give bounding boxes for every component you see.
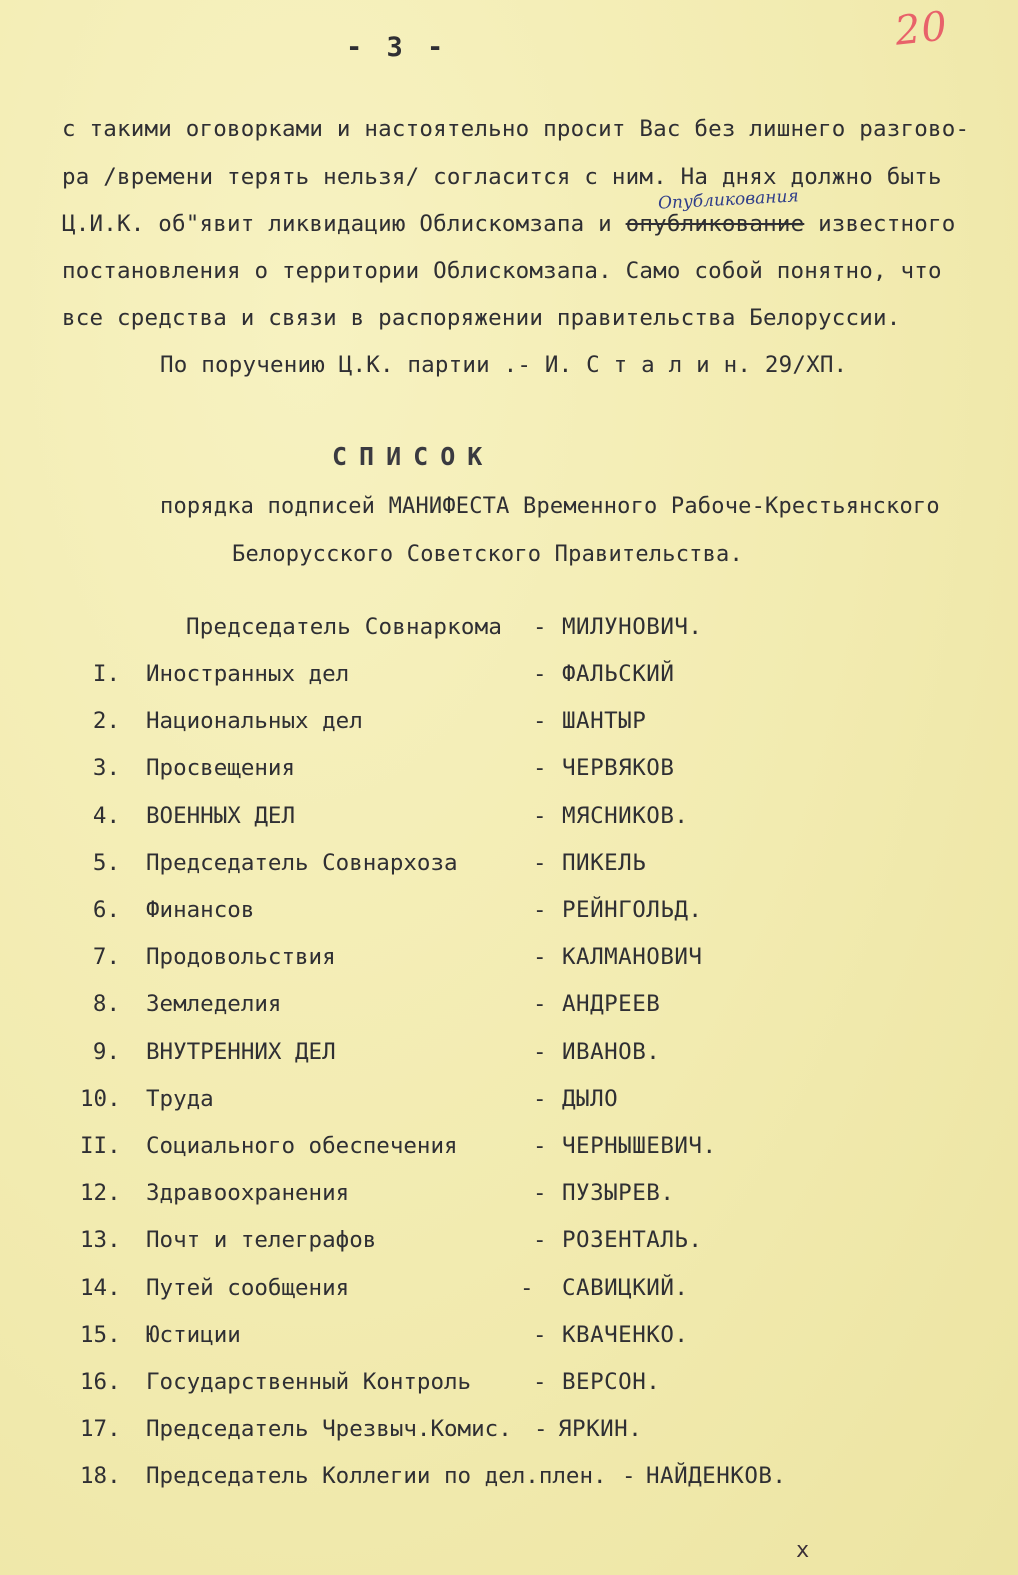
signatory-name: ЧЕРНЫШЕВИЧ.	[562, 1133, 717, 1159]
signatory-name: МЯСНИКОВ.	[562, 802, 689, 829]
signatory-number: 14.	[80, 1274, 121, 1301]
signatory-name: ФАЛЬСКИЙ	[562, 661, 675, 687]
signatory-number: 8.	[92, 991, 120, 1018]
signatory-ministry: Председатель Чрезвыч.Комис.	[146, 1416, 512, 1443]
handwritten-correction: Опубликования	[657, 186, 800, 214]
signatory-number: II.	[80, 1133, 121, 1159]
signatory-dash: -	[533, 661, 547, 687]
signature-line: По поручению Ц.К. партии .- И. С т а л и н. 29/XП.	[160, 352, 848, 378]
signatory-name: КАЛМАНОВИЧ	[562, 944, 703, 971]
signatory-ministry: Председатель Совнархоза	[146, 849, 458, 876]
signatory-ministry: Национальных дел	[146, 708, 363, 735]
signatory-number: I.	[92, 661, 120, 687]
signatory-number: 5.	[92, 849, 120, 876]
signatory-dash: -	[533, 849, 547, 876]
signatory-dash: -	[533, 991, 547, 1018]
signatory-name: РОЗЕНТАЛЬ.	[562, 1227, 703, 1254]
struck-word: опубликование	[625, 211, 805, 237]
signatory-ministry: Иностранных дел	[146, 661, 350, 687]
letter-line-4: постановления о территории Облискомзапа. Само собой понятно, что	[62, 258, 942, 284]
signatory-dash: -	[533, 944, 547, 971]
signatory-ministry: Социального обеспечения	[146, 1133, 458, 1159]
signatory-dash: -	[533, 897, 547, 923]
signatory-name: ПУЗЫРЕВ.	[562, 1180, 675, 1207]
list-subtitle-2: Белорусского Советского Правительства.	[232, 542, 743, 567]
chair-name: МИЛУНОВИЧ.	[562, 614, 703, 640]
signatory-name: НАЙДЕНКОВ.	[646, 1463, 787, 1490]
signatory-dash: -	[533, 802, 547, 829]
signatory-ministry: Просвещения	[146, 755, 296, 782]
signatory-ministry: Юстиции	[146, 1321, 241, 1348]
letter-line-3	[62, 211, 956, 237]
signatory-dash: -	[622, 1463, 636, 1490]
signatory-dash: -	[533, 1133, 547, 1159]
signatory-number: 16.	[80, 1369, 121, 1395]
corner-mark: x	[796, 1538, 810, 1563]
chair-title: Председатель Совнаркома	[186, 614, 503, 640]
signatory-name: ПИКЕЛЬ	[562, 849, 647, 876]
page-number: - 3 -	[346, 32, 448, 63]
letter-line-3-end: известного	[818, 211, 956, 237]
signatory-number: 2.	[92, 708, 120, 735]
signatory-dash: -	[533, 1369, 547, 1395]
signatory-dash: -	[533, 1227, 547, 1254]
signatory-name: ДЫЛО	[562, 1085, 619, 1112]
signatory-ministry: Государственный Контроль	[146, 1369, 472, 1395]
signatory-ministry: ВОЕННЫХ ДЕЛ	[146, 802, 296, 829]
signatory-name: КВАЧЕНКО.	[562, 1321, 689, 1348]
signatory-name: ЧЕРВЯКОВ	[562, 755, 675, 782]
signatory-name: ЯРКИН.	[558, 1416, 643, 1443]
signatory-ministry: Финансов	[146, 897, 255, 923]
signatory-dash: -	[533, 1038, 547, 1065]
signatory-number: 10.	[80, 1085, 121, 1112]
list-subtitle-1: порядка подписей МАНИФЕСТА Временного Рабоче-Крестьянского	[160, 494, 940, 519]
signatory-ministry: Почт и телеграфов	[146, 1227, 377, 1254]
signatory-name: ШАНТЫР	[562, 708, 647, 735]
signatory-ministry: Здравоохранения	[146, 1180, 350, 1207]
list-heading: СПИСОК	[332, 442, 495, 471]
signatory-number: 4.	[92, 802, 120, 829]
letter-line-2: ра /времени терять нельзя/ согласится с ним. На днях должно быть	[62, 164, 942, 190]
signatory-ministry: Путей сообщения	[146, 1274, 350, 1301]
signatory-name: ИВАНОВ.	[562, 1038, 661, 1065]
letter-line-5: все средства и связи в распоряжении правительства Белоруссии.	[62, 305, 901, 331]
signatory-number: 12.	[80, 1180, 121, 1207]
signatory-dash: -	[533, 708, 547, 735]
signatory-name: ВЕРСОН.	[562, 1369, 661, 1395]
signatory-number: 17.	[80, 1416, 121, 1443]
signatory-number: 13.	[80, 1227, 121, 1254]
chair-dash: -	[533, 614, 547, 640]
signatory-number: 9.	[92, 1038, 120, 1065]
letter-line-3-text: Ц.И.К. об"явит ликвидацию Облискомзапа и	[62, 211, 612, 237]
signatory-number: 7.	[92, 944, 120, 971]
signatory-number: 3.	[92, 755, 120, 782]
signatory-number: 6.	[92, 897, 120, 923]
signatory-name: САВИЦКИЙ.	[562, 1274, 689, 1301]
archive-page-number: 20	[892, 3, 951, 55]
signatory-name: АНДРЕЕВ	[562, 991, 661, 1018]
signatory-ministry: Продовольствия	[146, 944, 336, 971]
signatory-ministry: ВНУТРЕННИХ ДЕЛ	[146, 1038, 336, 1065]
signatory-dash: -	[533, 1085, 547, 1112]
signatory-number: 15.	[80, 1321, 121, 1348]
signatory-dash: -	[533, 1321, 547, 1348]
signatory-dash: -	[534, 1416, 548, 1443]
signatory-ministry: Председатель Коллегии по дел.плен.	[146, 1463, 607, 1490]
signatory-dash: -	[533, 755, 547, 782]
signatory-name: РЕЙНГОЛЬД.	[562, 897, 703, 923]
signatory-dash: -	[520, 1274, 534, 1301]
letter-line-1: с такими оговорками и настоятельно просит Вас без лишнего разгово-	[62, 116, 970, 142]
signatory-ministry: Земледелия	[146, 991, 282, 1018]
signatory-ministry: Труда	[146, 1085, 214, 1112]
signatory-number: 18.	[80, 1463, 121, 1490]
signatory-dash: -	[533, 1180, 547, 1207]
